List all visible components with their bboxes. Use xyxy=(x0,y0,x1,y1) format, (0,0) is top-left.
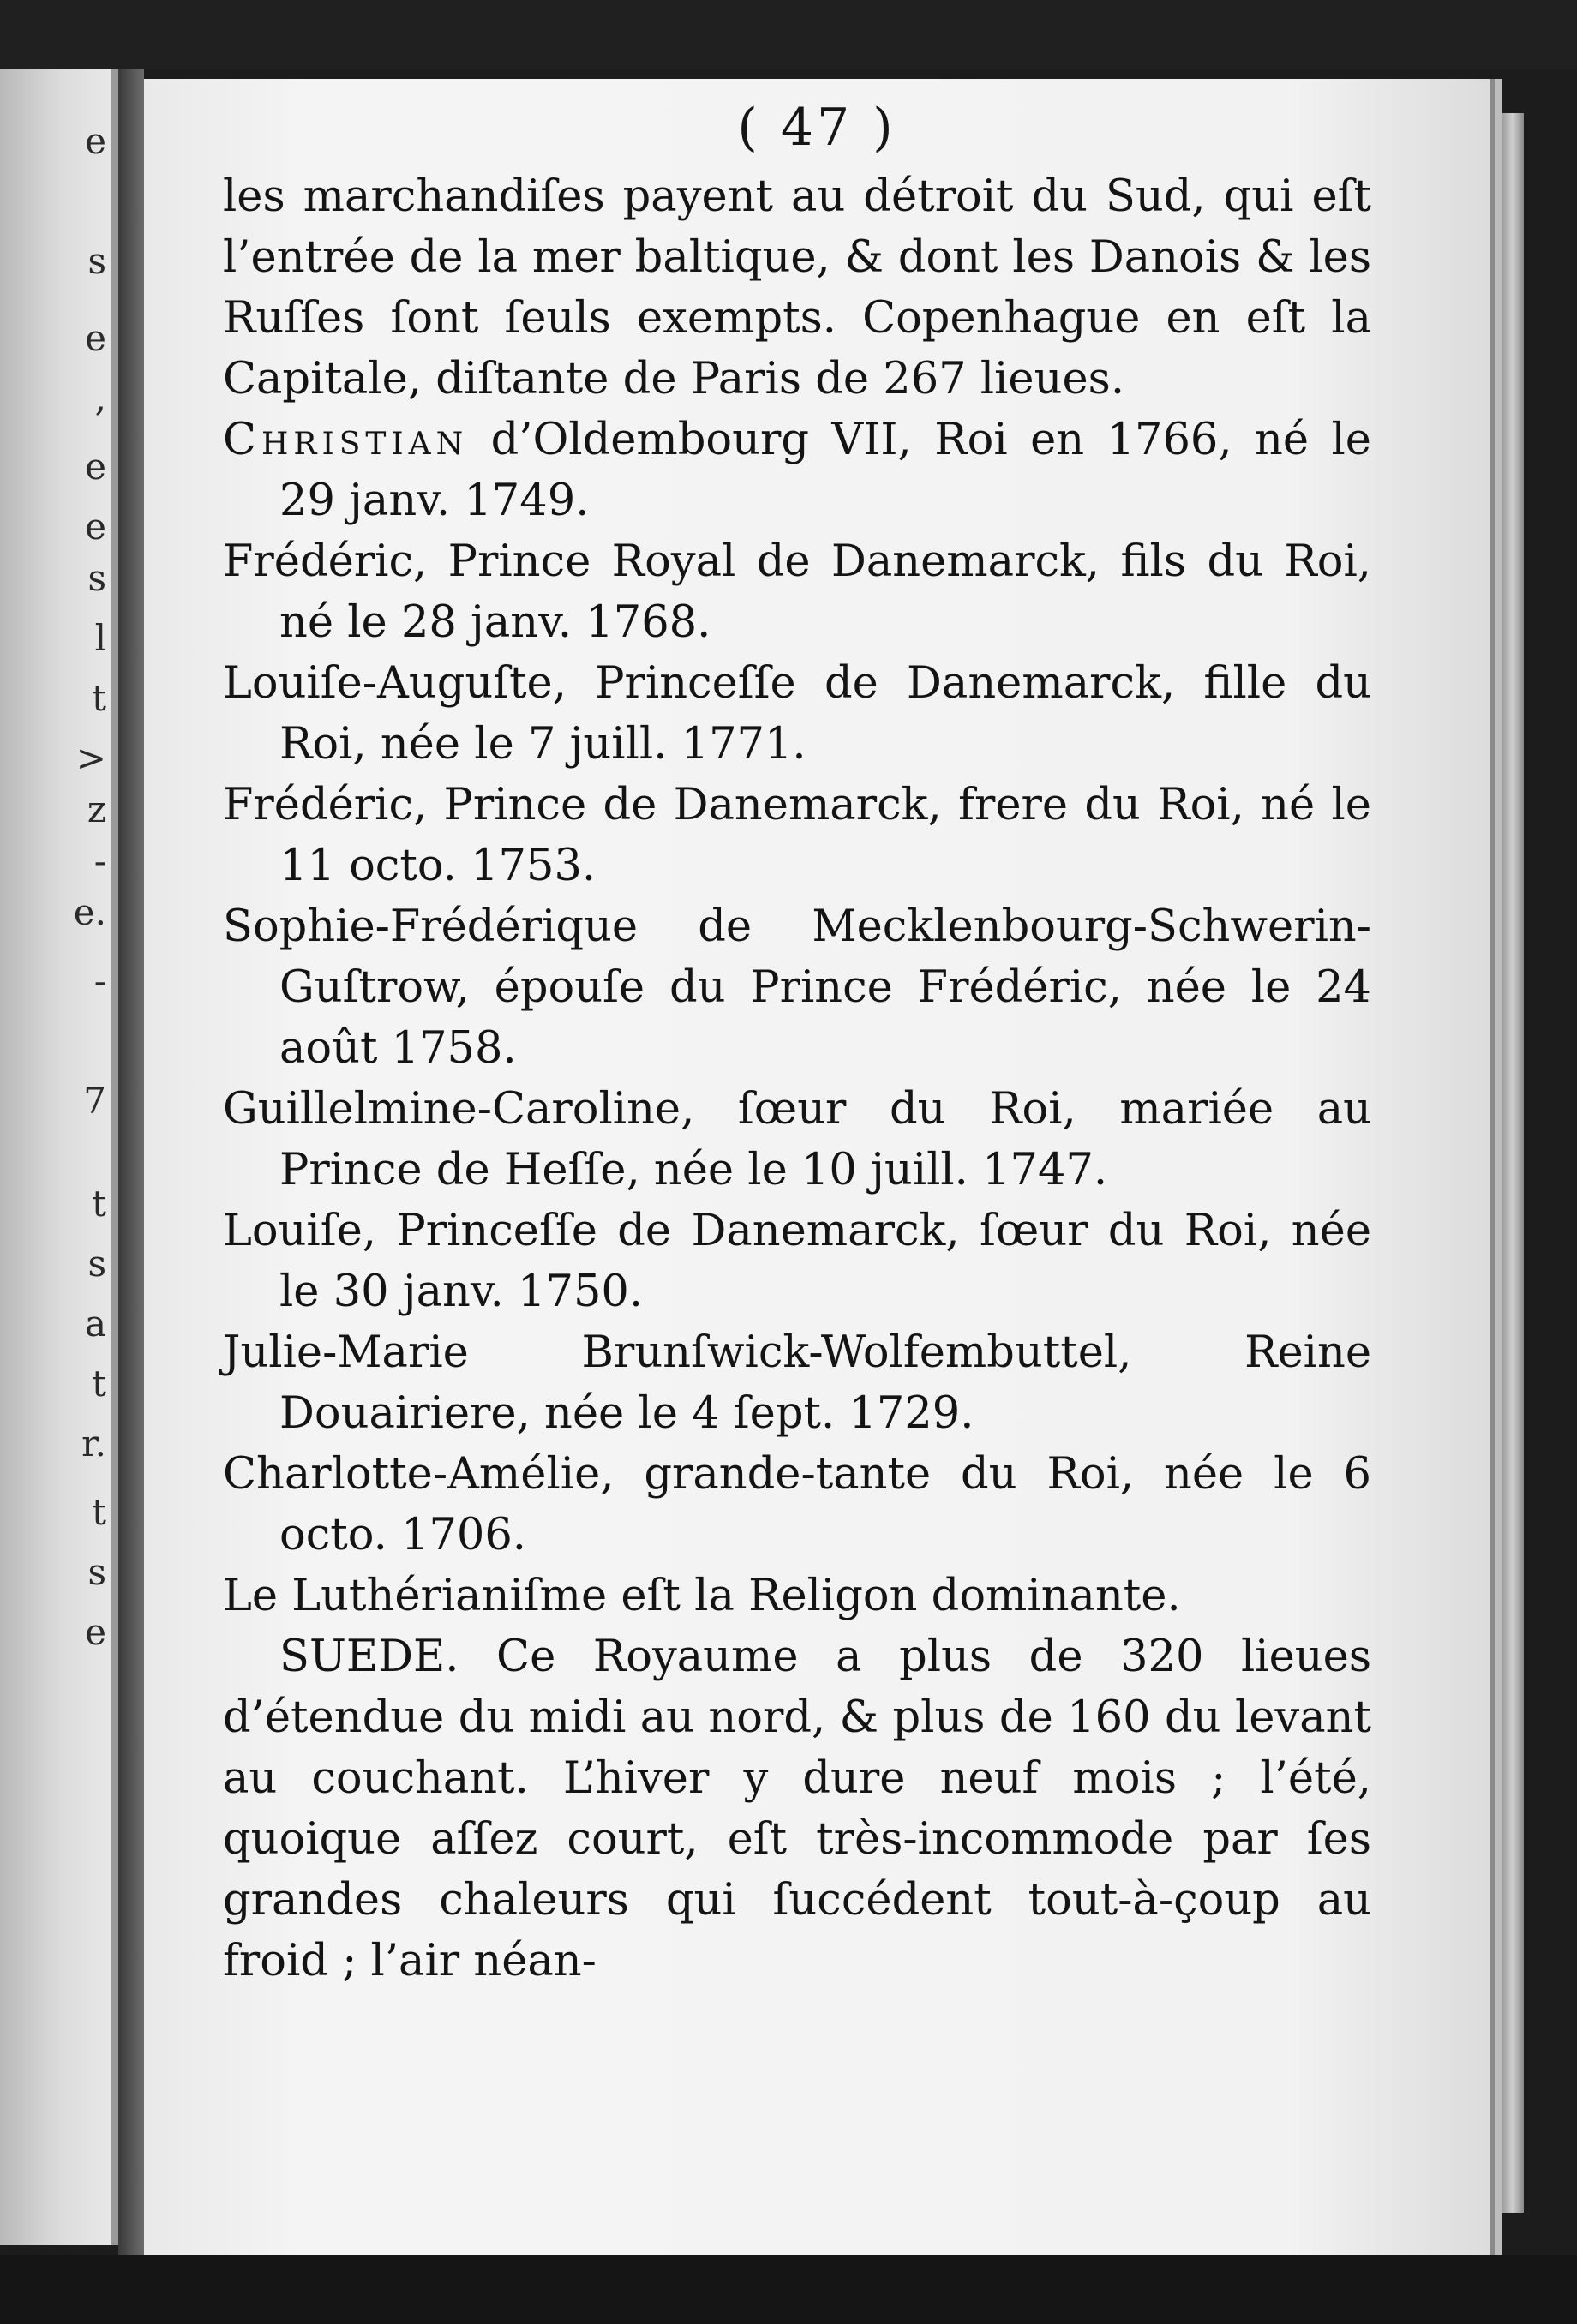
facing-page-fragment: - xyxy=(93,960,106,1002)
intro-paragraph: les marchandiſes payent au détroit du Sud, qui eſt l’entrée de la mer baltique, & dont les Danois & les Ruſſes ſont ſeuls exempts. Copenhague en eſt la Capitale, diſtante de Paris de 267 lieues. xyxy=(223,171,1371,404)
royal-entry xyxy=(223,410,1371,531)
royal-entry: Charlotte-Amélie, grande-tante du Roi, née le 6 octo. 1706. xyxy=(223,1449,1371,1560)
page-text xyxy=(223,166,1371,1992)
facing-page-fragment: s xyxy=(87,557,106,599)
page-stack-edge xyxy=(1502,113,1524,2213)
entry-lead-name: Christian xyxy=(223,415,469,465)
royal-entry: Frédéric, Prince Royal de Danemarck, fils du Roi, né le 28 janv. 1768. xyxy=(223,536,1371,648)
facing-page-fragment: t xyxy=(92,1491,106,1533)
facing-page-fragment: s xyxy=(87,1243,106,1285)
facing-page-fragment: s xyxy=(87,1551,106,1593)
facing-page-fragment: t xyxy=(92,677,106,719)
royal-entry: Louiſe, Princeſſe de Danemarck, ſœur du Roi, née le 30 janv. 1750. xyxy=(223,1206,1371,1317)
suede-text: Ce Royaume a plus de 320 lieues d’étendue du midi au nord, & plus de 160 du levant au couchant. L’hiver y dure neuf mois ; l’été, quoique aſſez court, eſt très-incommode par ſes grandes chaleurs qui ſuccédent tout-à-çoup au froid ; l’air néan- xyxy=(223,1632,1371,1986)
royal-entry: Frédéric, Prince de Danemarck, frere du Roi, né le 11 octo. 1753. xyxy=(223,780,1371,891)
facing-page-fragment: e xyxy=(85,120,106,162)
royal-entry: Sophie-Frédérique de Mecklenbourg-Schwerin-Guſtrow, épouſe du Prince Frédéric, née le 24 août 1758. xyxy=(223,901,1371,1074)
facing-page-fragment: e xyxy=(85,1611,106,1653)
facing-page-fragment: t xyxy=(92,1363,106,1405)
book-background-bottom xyxy=(0,2255,1577,2324)
facing-page-fragment: 7 xyxy=(83,1080,106,1122)
suede-heading: SUEDE. xyxy=(279,1632,459,1682)
book-gutter xyxy=(118,69,144,2262)
religion-line: Le Luthérianiſme eſt la Religon dominante. xyxy=(223,1571,1181,1621)
book-page xyxy=(144,79,1490,2255)
facing-page-fragment: e. xyxy=(73,891,106,933)
facing-page-fragment: > xyxy=(75,737,106,779)
facing-page-fragment: l xyxy=(94,617,106,659)
facing-page-fragment: a xyxy=(84,1303,106,1345)
facing-page-fragment: e xyxy=(85,506,106,548)
facing-page-fragment: e xyxy=(85,446,106,488)
facing-page-fragment: t xyxy=(92,1183,106,1225)
book-background-top xyxy=(0,0,1577,69)
facing-page-fragment: s xyxy=(87,240,106,282)
facing-page-edge xyxy=(0,69,118,2245)
facing-page-fragment: z xyxy=(87,788,106,830)
royal-entry: Julie-Marie Brunſwick-Wolfembuttel, Reine Douairiere, née le 4 ſept. 1729. xyxy=(223,1327,1371,1439)
facing-page-fragment: - xyxy=(93,840,106,882)
page-number: ( 47 ) xyxy=(737,98,896,158)
suede-paragraph xyxy=(223,1626,1371,1992)
facing-page-fragment: , xyxy=(94,377,106,419)
facing-page-fragment: r. xyxy=(81,1423,106,1464)
royal-entry: Louiſe-Auguſte, Princeſſe de Danemarck, fille du Roi, née le 7 juill. 1771. xyxy=(223,658,1371,770)
entry-text: d’Oldembourg VII, Roi en 1766, né le 29 janv. 1749. xyxy=(279,415,1371,526)
facing-page-fragment: e xyxy=(85,317,106,359)
royal-entry: Guillelmine-Caroline, ſœur du Roi, mariée au Prince de Heſſe, née le 10 juill. 1747. xyxy=(223,1084,1371,1195)
